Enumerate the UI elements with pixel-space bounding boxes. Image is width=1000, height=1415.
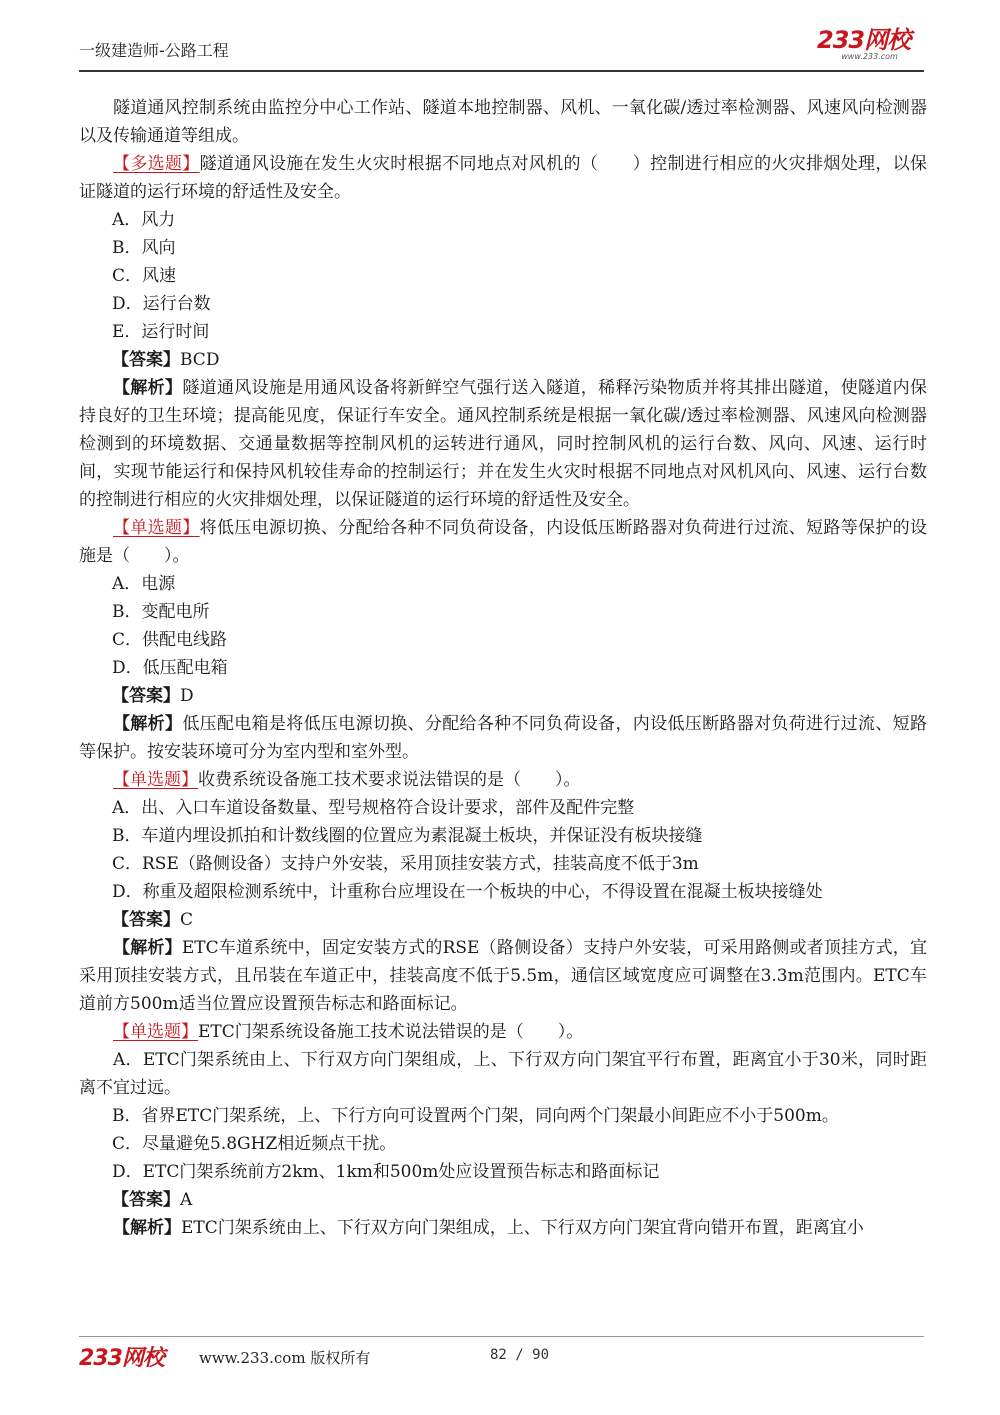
option-a: A．ETC门架系统由上、下行双方向门架组成，上、下行双方向门架宜平行布置，距离宜小于30米，同时距离不宜过远。 [79, 1050, 927, 1098]
question-text: 收费系统设备施工技术要求说法错误的是（ ）。 [198, 770, 581, 790]
analysis-label: 【解析】 [113, 714, 183, 734]
question-3-stem [79, 766, 927, 794]
answer-value: D [180, 686, 194, 706]
question-type-tag: 【单选题】 [113, 1022, 198, 1042]
question-text: 隧道通风设施在发生火灾时根据不同地点对风机的（ ）控制进行相应的火灾排烟处理，以保证隧道的运行环境的舒适性及安全。 [79, 154, 928, 202]
question-4-stem [79, 1018, 927, 1046]
analysis-label: 【解析】 [113, 1218, 181, 1238]
footer-logo: 233网校 [79, 1346, 164, 1371]
footer-divider [79, 1336, 924, 1337]
answer-line [79, 906, 927, 934]
answer-line [79, 682, 927, 710]
analysis-text: 隧道通风设施是用通风设备将新鲜空气强行送入隧道，稀释污染物质并将其排出隧道，使隧道内保持良好的卫生环境；提高能见度，保证行车安全。通风控制系统是根据一氧化碳/透过率检测器、风速风向检测器检测到的环境数据、交通量数据等控制风机的运转进行通风，同时控制风机的运行台数、风向、风速、运行时间，实现节能运行和保持风机较佳寿命的控制运行；并在发生火灾时根据不同地点对风机风向、风速、运行台数的控制进行相应的火灾排烟处理，以保证隧道的运行环境的舒适性及安全。 [79, 378, 928, 510]
analysis-label: 【解析】 [113, 378, 183, 398]
option-c: C．供配电线路 [112, 630, 228, 650]
answer-label: 【答案】 [112, 686, 180, 706]
option-a: A．出、入口车道设备数量、型号规格符合设计要求，部件及配件完整 [112, 798, 635, 818]
page-number: 82 / 90 [490, 1347, 550, 1363]
answer-label: 【答案】 [112, 1190, 180, 1210]
option-c: C．风速 [112, 266, 177, 286]
question-type-tag: 【单选题】 [113, 770, 198, 790]
answer-line [79, 346, 927, 374]
logo-main-text: 233网校 [817, 26, 911, 54]
option-a: A．电源 [112, 574, 176, 594]
intro-paragraph: 隧道通风控制系统由监控分中心工作站、隧道本地控制器、风机、一氧化碳/透过率检测器、风速风向检测器以及传输通道等组成。 [79, 98, 927, 146]
option-d: D．称重及超限检测系统中，计重称台应埋设在一个板块的中心，不得设置在混凝土板块接缝处 [112, 882, 823, 902]
question-1-stem [79, 150, 927, 206]
analysis-paragraph [79, 710, 927, 766]
option-b: B．车道内埋设抓拍和计数线圈的位置应为素混凝土板块，并保证没有板块接缝 [112, 826, 703, 846]
answer-value: C [180, 910, 194, 930]
option-b: B．风向 [112, 238, 176, 258]
option-c: C．尽量避免5.8GHZ相近频点干扰。 [112, 1134, 397, 1154]
option-a: A．风力 [112, 210, 176, 230]
option-c: C．RSE（路侧设备）支持户外安装，采用顶挂安装方式，挂装高度不低于3m [112, 854, 699, 874]
option-d: D．运行台数 [112, 294, 211, 314]
question-text: 将低压电源切换、分配给各种不同负荷设备，内设低压断路器对负荷进行过流、短路等保护的设施是（ ）。 [79, 518, 928, 566]
header-title: 一级建造师-公路工程 [79, 41, 229, 60]
header-divider [79, 70, 924, 72]
question-2-stem [79, 514, 927, 570]
document-body [79, 94, 927, 1242]
option-d: D．ETC门架系统前方2km、1km和500m处应设置预告标志和路面标记 [112, 1162, 660, 1182]
option-e: E．运行时间 [112, 322, 210, 342]
answer-label: 【答案】 [112, 350, 180, 370]
footer-copyright: www.233.com 版权所有 [199, 1349, 371, 1367]
logo-url-text: www.233.com [841, 52, 898, 61]
question-type-tag: 【单选题】 [113, 518, 200, 538]
analysis-paragraph [79, 934, 927, 1018]
analysis-paragraph [79, 1214, 927, 1242]
option-b: B．变配电所 [112, 602, 210, 622]
option-d: D．低压配电箱 [112, 658, 228, 678]
question-text: ETC门架系统设备施工技术说法错误的是（ ）。 [198, 1022, 584, 1042]
analysis-text: ETC车道系统中，固定安装方式的RSE（路侧设备）支持户外安装，可采用路侧或者顶挂方式，宜采用顶挂安装方式，且吊装在车道正中，挂装高度不低于5.5m，通信区域宽度应可调整在3.3m范围内。ETC车道前方500m适当位置应设置预告标志和路面标记。 [79, 938, 927, 1014]
answer-value: A [180, 1190, 193, 1210]
brand-logo [817, 28, 910, 61]
analysis-paragraph [79, 374, 927, 514]
answer-line [79, 1186, 927, 1214]
analysis-text: ETC门架系统由上、下行双方向门架组成，上、下行双方向门架宜背向错开布置，距离宜小 [181, 1218, 864, 1238]
analysis-label: 【解析】 [113, 938, 182, 958]
option-b: B．省界ETC门架系统，上、下行方向可设置两个门架，同向两个门架最小间距应不小于500m。 [112, 1106, 839, 1126]
question-type-tag: 【多选题】 [113, 154, 200, 174]
answer-label: 【答案】 [112, 910, 180, 930]
analysis-text: 低压配电箱是将低压电源切换、分配给各种不同负荷设备，内设低压断路器对负荷进行过流、短路等保护。按安装环境可分为室内型和室外型。 [79, 714, 928, 762]
answer-value: BCD [180, 350, 220, 370]
